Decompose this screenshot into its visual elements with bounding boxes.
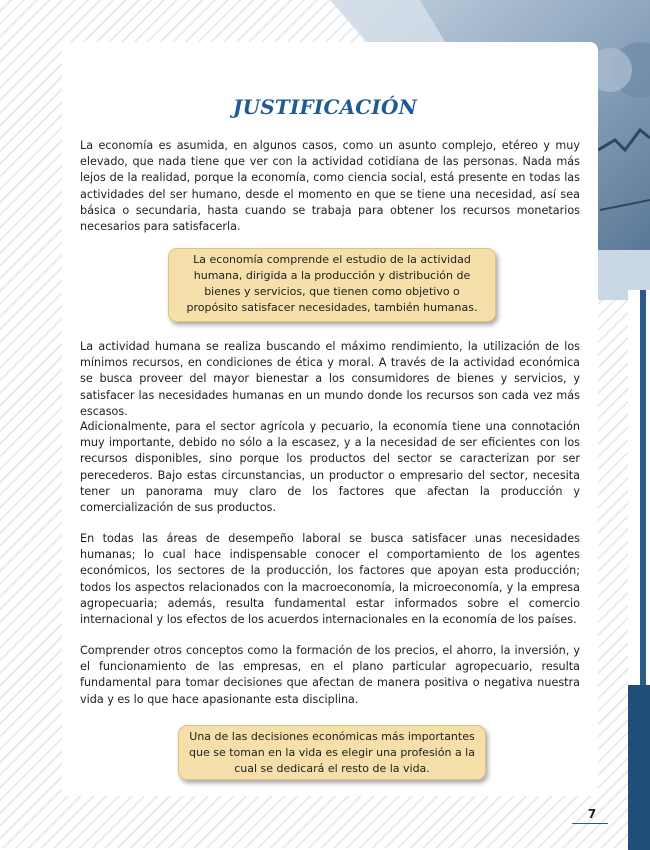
page-title: JUSTIFICACIÓN [232, 95, 418, 119]
side-accent-band [628, 290, 650, 850]
page-number: 7 [587, 807, 597, 821]
paragraph-5: Comprender otros conceptos como la formación de los precios, el ahorro, la inversión, y el funcionamiento de las empresas, en el plano particular agropecuario, resulta fundamental para tomar decisiones que afectan de manera positiva o negativa nuestra vida y es lo que hace apasionante esta disciplina. [80, 644, 580, 706]
paragraph-4: En todas las áreas de desempeño laboral se busca satisfacer unas necesidades humanas; lo cual hace indispensable conocer el comportamiento de los agentes económicos, los sectores de la producción, los factores que apoyan esta producción; todos los aspectos relacionados con la macroeconomía, la microeconomía, y la empresa agropecuaria; además, resulta fundamental estar informados sobre el comercio internacional y los efectos de los acuerdos internacionales en la economía de los países. [80, 532, 580, 627]
paragraph-2: La actividad humana se realiza buscando el máximo rendimiento, la utilización de los mínimos recursos, en condiciones de ética y moral. A través de la actividad económica se busca proveer del mayor bienestar a los consumidores de bienes y servicios, y satisfacer las necesidades humanas en un mundo donde los recursos son cada vez más escasos. [80, 340, 580, 418]
side-accent-block [628, 685, 650, 850]
callout-profession: Una de las decisiones económicas más importantes que se toman en la vida es elegir una profesión a la cual se dedicará el resto de la vida. [178, 725, 486, 780]
paragraph-3: Adicionalmente, para el sector agrícola y pecuario, la economía tiene una connotación muy importante, debido no sólo a la escasez, y a la necesidad de ser eficientes con los recursos disponibles, sino porque los productos del sector se caracterizan por ser perecederos. Bajo estas circunstancias, un productor o empresario del sector, necesita tener un panorama muy claro de los factores que afectan la producción y comercialización de sus productos. [80, 420, 580, 515]
page-number-rule [572, 823, 608, 824]
callout-definition: La economía comprende el estudio de la actividad humana, dirigida a la producción y distribución de bienes y servicios, que tienen como objetivo o propósito satisfacer necesidades, también humanas. [168, 248, 496, 322]
paragraph-1: La economía es asumida, en algunos casos, como un asunto complejo, etéreo y muy elevado, que nada tiene que ver con la actividad cotidiana de las personas. Nada más lejos de la realidad, porque la economía, como ciencia social, está presente en todas las actividades del ser humano, desde el momento en que se tiene una necesidad, así sea básica o secundaria, hasta cuando se trabaja para obtener los recursos monetarios necesarios para satisfacerla. [80, 139, 580, 234]
